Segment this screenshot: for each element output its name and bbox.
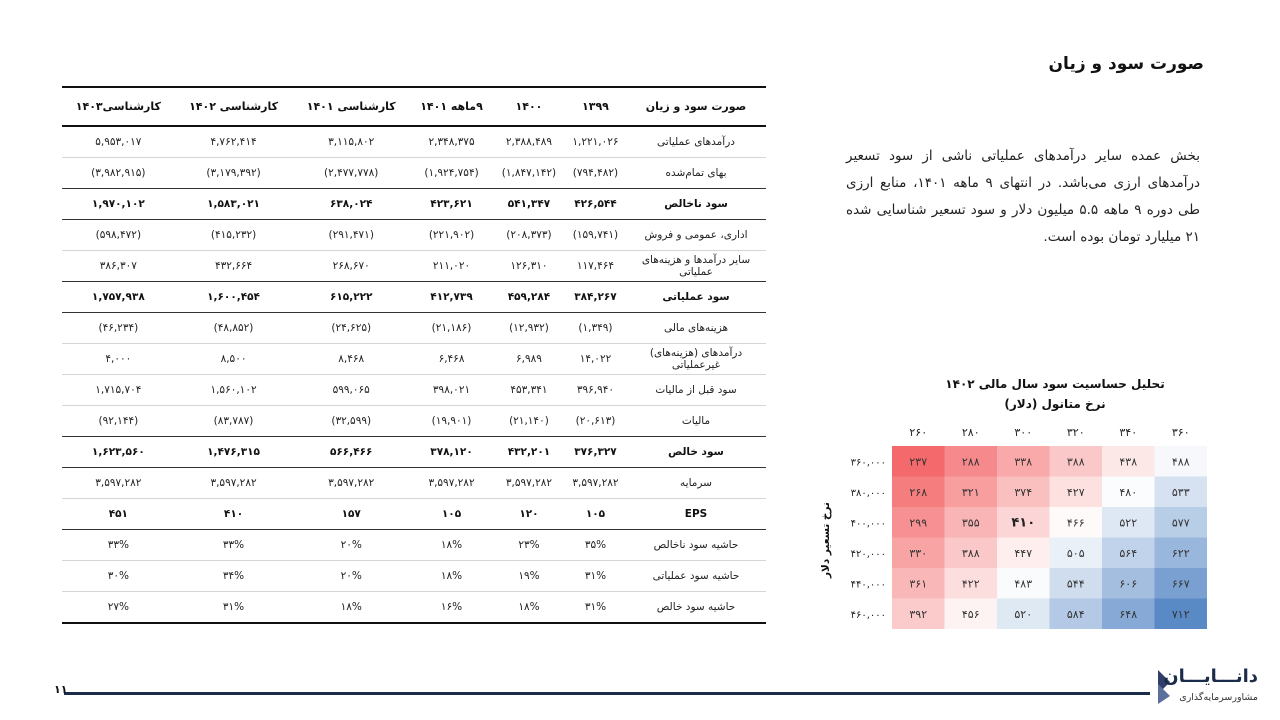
table-cell: (۲۰,۶۱۳): [565, 406, 626, 437]
table-cell: ۱,۷۵۷,۹۳۸: [62, 282, 175, 313]
heatmap-cell-label: ۴۸۳: [1014, 577, 1033, 591]
row-label: اداری، عمومی و فروش: [626, 220, 766, 251]
table-row: [62, 344, 766, 375]
row-label: سود ناخالص: [626, 189, 766, 220]
table-cell: (۹۲,۱۴۴): [62, 406, 175, 437]
page-number: ۱۱: [54, 683, 68, 696]
heatmap-cell-label: ۳۳۰: [909, 546, 928, 560]
heatmap-cell-label: ۴۴۷: [1014, 546, 1033, 560]
table-row: [62, 592, 766, 624]
heatmap-cell-label: ۵۳۳: [1171, 485, 1190, 499]
table-cell: ۳۸۶,۳۰۷: [62, 251, 175, 282]
heatmap-cell-label: ۴۲۷: [1066, 485, 1085, 499]
heatmap-y-tick: ۴۴۰,۰۰۰: [850, 579, 886, 591]
row-label: حاشیه سود ناخالص: [626, 530, 766, 561]
table-cell: ۱۸%: [410, 530, 493, 561]
logo-tagline: مشاورسرمایه‌گذاری: [1179, 692, 1258, 703]
table-cell: ۵۹۹,۰۶۵: [292, 375, 410, 406]
table-cell: ۳,۵۹۷,۲۸۲: [292, 468, 410, 499]
table-row: [62, 158, 766, 189]
table-cell: ۲۰%: [292, 561, 410, 592]
sensitivity-heatmap: [840, 416, 1220, 642]
table-cell: ۱۵۷: [292, 499, 410, 530]
table-cell: ۱,۷۱۵,۷۰۴: [62, 375, 175, 406]
table-cell: (۳,۱۷۹,۳۹۲): [175, 158, 293, 189]
heatmap-cell-label: ۳۹۲: [909, 607, 928, 621]
column-header: کارشناسی۱۴۰۳: [62, 87, 175, 126]
heatmap-xlabel: نرخ متانول (دلار): [1004, 397, 1106, 411]
table-cell: ۱۴,۰۲۲: [565, 344, 626, 375]
table-cell: (۲۲۱,۹۰۲): [410, 220, 493, 251]
table-cell: (۱,۹۲۴,۷۵۴): [410, 158, 493, 189]
table-cell: ۱,۶۰۰,۴۵۴: [175, 282, 293, 313]
table-row: [62, 220, 766, 251]
heatmap-cell-label: ۵۸۴: [1066, 607, 1085, 621]
heatmap-cell-label: ۶۲۲: [1171, 546, 1190, 560]
table-cell: (۴۶,۲۳۴): [62, 313, 175, 344]
table-cell: (۲۹۱,۴۷۱): [292, 220, 410, 251]
table-cell: ۱۶%: [440, 601, 463, 613]
row-label: سرمایه: [626, 468, 766, 499]
table-cell: (۲۱,۱۴۰): [493, 406, 565, 437]
heatmap-x-tick: ۳۴۰: [1119, 426, 1138, 439]
heatmap-cell-label: ۳۸۸: [961, 546, 980, 560]
table-cell: ۵۴۱,۳۴۷: [493, 189, 565, 220]
row-label: بهای تمام‌شده: [626, 158, 766, 189]
table-cell: ۲۰%: [292, 530, 410, 561]
table-row: [62, 437, 766, 468]
table-cell: ۳۹۶,۹۴۰: [565, 375, 626, 406]
table-row: [62, 499, 766, 530]
table-cell: ۳۷۸,۱۲۰: [410, 437, 493, 468]
table-cell: ۲۱۱,۰۲۰: [410, 251, 493, 282]
heatmap-cell-label: ۲۶۸: [909, 485, 928, 499]
table-cell: ۱۸%: [410, 561, 493, 592]
income-statement-table: [62, 86, 766, 624]
row-label: هزینه‌های مالی: [626, 313, 766, 344]
table-cell: ۳,۵۹۷,۲۸۲: [565, 468, 626, 499]
table-cell: ۲,۳۴۸,۳۷۵: [410, 126, 493, 158]
table-row: [62, 468, 766, 499]
table-cell: ۱۰۵: [565, 499, 626, 530]
table-cell: ۱,۹۷۰,۱۰۲: [62, 189, 175, 220]
table-cell: ۸,۴۶۸: [292, 344, 410, 375]
table-cell: ۵۶۶,۴۶۶: [292, 437, 410, 468]
heatmap-cell-label: ۴۱۰: [1011, 515, 1036, 531]
table-cell: ۱,۶۲۳,۵۶۰: [62, 437, 175, 468]
table-row: [62, 189, 766, 220]
table-cell: ۱۲۶,۳۱۰: [493, 251, 565, 282]
heatmap-cell-label: ۴۸۸: [1171, 455, 1190, 469]
table-cell: ۸,۵۰۰: [175, 344, 293, 375]
row-label: سود عملیاتی: [626, 282, 766, 313]
column-header: کارشناسی ۱۴۰۱: [292, 87, 410, 126]
row-label: سود خالص: [626, 437, 766, 468]
table-cell: ۳۵%: [565, 530, 626, 561]
row-label: EPS: [626, 499, 766, 530]
table-body: [62, 126, 766, 623]
column-header: صورت سود و زیان: [626, 87, 766, 126]
table-cell: ۶,۹۸۹: [493, 344, 565, 375]
heatmap-x-tick: ۲۶۰: [909, 426, 928, 439]
heatmap-cell-label: ۵۴۴: [1066, 577, 1085, 591]
table-cell: (۱,۳۴۹): [565, 313, 626, 344]
table-cell: ۳۹۸,۰۲۱: [410, 375, 493, 406]
heatmap-x-tick: ۳۲۰: [1066, 426, 1085, 439]
table-cell: ۴۱۲,۷۳۹: [410, 282, 493, 313]
table-cell: ۳,۱۱۵,۸۰۲: [292, 126, 410, 158]
table-cell: ۱۸%: [518, 601, 540, 613]
heatmap-cell-label: ۳۷۴: [1014, 485, 1033, 499]
table-cell: (۵۹۸,۴۷۲): [62, 220, 175, 251]
table-cell: ۴۵۱: [62, 499, 175, 530]
heatmap-y-tick: ۳۸۰,۰۰۰: [850, 487, 886, 499]
logo-name: دانـــایـــان: [1163, 666, 1258, 687]
table-cell: (۲,۴۷۷,۷۷۸): [292, 158, 410, 189]
heatmap-cell-label: ۴۸۰: [1119, 485, 1138, 499]
table-cell: ۱,۵۸۳,۰۲۱: [175, 189, 293, 220]
table-row: [62, 375, 766, 406]
table-cell: ۴۳۲,۶۶۴: [175, 251, 293, 282]
table-cell: ۱۱۷,۴۶۴: [565, 251, 626, 282]
table-cell: ۴۵۳,۳۴۱: [493, 375, 565, 406]
table-cell: ۲۳%: [493, 530, 565, 561]
table-cell: ۶۱۵,۲۲۲: [292, 282, 410, 313]
heatmap-cell-label: ۳۵۵: [961, 516, 980, 530]
column-header: ۹ماهه ۱۴۰۱: [410, 87, 493, 126]
table-cell: ۱,۲۲۱,۰۲۶: [565, 126, 626, 158]
table-cell: ۱۸%: [340, 601, 362, 613]
heatmap-cell-label: ۲۹۹: [909, 516, 928, 530]
table-row: [62, 126, 766, 158]
heatmap-y-tick: ۴۰۰,۰۰۰: [850, 518, 886, 530]
heatmap-cell-label: ۶۶۷: [1171, 577, 1190, 591]
heatmap-y-tick: ۴۲۰,۰۰۰: [850, 548, 886, 560]
table-cell: ۳۰%: [62, 561, 175, 592]
table-cell: ۳۸۴,۲۶۷: [565, 282, 626, 313]
heatmap-y-tick: ۳۶۰,۰۰۰: [850, 457, 886, 469]
column-header: کارشناسی ۱۴۰۲: [175, 87, 293, 126]
table-row: [62, 406, 766, 437]
row-label: سود قبل از مالیات: [626, 375, 766, 406]
heatmap-cell-label: ۵۲۲: [1119, 516, 1138, 530]
heatmap-cell-label: ۴۵۶: [961, 607, 980, 621]
table-cell: ۳,۵۹۷,۲۸۲: [410, 468, 493, 499]
table-cell: (۳,۹۸۲,۹۱۵): [62, 158, 175, 189]
table-cell: (۷۹۴,۴۸۲): [565, 158, 626, 189]
table-cell: ۴,۰۰۰: [62, 344, 175, 375]
table-cell: ۱۹%: [493, 561, 565, 592]
heatmap-cell-label: ۳۲۱: [961, 485, 980, 499]
heatmap-title-line1: تحلیل حساسیت سود سال مالی ۱۴۰۲: [945, 377, 1165, 391]
table-cell: ۴۲۳,۶۲۱: [410, 189, 493, 220]
heatmap-x-tick: ۳۰۰: [1014, 426, 1033, 439]
table-cell: (۸۳,۷۸۷): [175, 406, 293, 437]
heatmap-x-tick: ۳۶۰: [1171, 426, 1190, 439]
table-cell: (۱۲,۹۳۲): [493, 313, 565, 344]
heatmap-y-tick: ۴۶۰,۰۰۰: [850, 609, 886, 621]
table-cell: ۳,۵۹۷,۲۸۲: [175, 468, 293, 499]
table-row: [62, 313, 766, 344]
table-cell: (۲۰۸,۳۷۳): [493, 220, 565, 251]
table-cell: ۳,۵۹۷,۲۸۲: [62, 468, 175, 499]
heatmap-cell-label: ۶۴۸: [1119, 607, 1138, 621]
row-label: درآمدهای (هزینه‌های) غیرعملیاتی: [626, 344, 766, 375]
table-cell: ۶۳۸,۰۲۴: [292, 189, 410, 220]
table-row: [62, 282, 766, 313]
table-cell: (۲۱,۱۸۶): [410, 313, 493, 344]
table-cell: ۴,۷۶۲,۴۱۴: [175, 126, 293, 158]
heatmap-cell-label: ۴۲۲: [961, 577, 980, 591]
table-cell: (۴۱۵,۲۳۲): [175, 220, 293, 251]
table-cell: ۴۱۰: [175, 499, 293, 530]
heatmap-cell-label: ۵۲۰: [1014, 607, 1033, 621]
row-label: مالیات: [626, 406, 766, 437]
row-label: حاشیه سود عملیاتی: [626, 561, 766, 592]
table-row: [62, 251, 766, 282]
footer-line: [64, 692, 1150, 695]
heatmap-ylabel: نرخ تسعیر دلار: [820, 502, 832, 578]
analysis-paragraph: بخش عمده سایر درآمدهای عملیاتی ناشی از سود تسعیر درآمدهای ارزی می‌باشد. در انتهای ۹ ماهه ۱۴۰۱، منابع ارزی طی دوره ۹ ماهه ۵.۵ میلیون دلار و سود تسعیر شناسایی شده ۲۱ میلیارد تومان بوده است.: [846, 148, 1201, 245]
table-cell: (۴۸,۸۵۲): [175, 313, 293, 344]
heatmap-title: [900, 374, 1210, 414]
heatmap-cell-label: ۵۰۵: [1066, 546, 1085, 560]
table-cell: ۳۱%: [222, 601, 245, 613]
row-label: سایر درآمدها و هزینه‌های عملیاتی: [626, 251, 766, 282]
table-cell: ۴۳۲,۲۰۱: [493, 437, 565, 468]
table-cell: ۲,۳۸۸,۴۸۹: [493, 126, 565, 158]
table-cell: ۳۳%: [175, 530, 293, 561]
heatmap-cell-label: ۵۶۴: [1119, 546, 1138, 560]
table-header-row: [62, 87, 766, 126]
row-label: درآمدهای عملیاتی: [626, 126, 766, 158]
table-cell: ۱۲۰: [493, 499, 565, 530]
row-label: حاشیه سود خالص: [656, 601, 736, 613]
table-cell: ۶,۴۶۸: [410, 344, 493, 375]
heatmap-cell-label: ۲۸۸: [961, 455, 980, 469]
heatmap-cell-label: ۳۸۸: [1066, 455, 1085, 469]
table-cell: ۴۵۹,۲۸۴: [493, 282, 565, 313]
table-cell: ۴۲۶,۵۴۴: [565, 189, 626, 220]
table-cell: (۳۲,۵۹۹): [292, 406, 410, 437]
table-row: [62, 530, 766, 561]
table-cell: ۱۰۵: [410, 499, 493, 530]
table-cell: ۳۷۶,۳۲۷: [565, 437, 626, 468]
table-cell: (۱,۸۴۷,۱۴۲): [493, 158, 565, 189]
heatmap-cell-label: ۳۶۱: [909, 577, 928, 591]
column-header: ۱۴۰۰: [493, 87, 565, 126]
heatmap-cell-label: ۴۳۸: [1119, 455, 1138, 469]
page-title: صورت سود و زیان: [1048, 54, 1204, 74]
table-cell: ۳,۵۹۷,۲۸۲: [493, 468, 565, 499]
heatmap-cell-label: ۴۶۶: [1066, 516, 1085, 530]
heatmap-cell-label: ۶۰۶: [1119, 577, 1138, 591]
heatmap-x-tick: ۲۸۰: [961, 426, 980, 439]
table-cell: (۲۴,۶۲۵): [292, 313, 410, 344]
company-logo: [1158, 666, 1268, 712]
table-cell: ۳۳%: [62, 530, 175, 561]
table-cell: ۲۷%: [107, 601, 129, 613]
table-cell: ۵,۹۵۳,۰۱۷: [62, 126, 175, 158]
column-header: ۱۳۹۹: [565, 87, 626, 126]
heatmap-cell-label: ۲۳۷: [909, 455, 928, 469]
table-row: [62, 561, 766, 592]
table-cell: ۱,۴۷۶,۳۱۵: [175, 437, 293, 468]
table-cell: (۱۵۹,۷۴۱): [565, 220, 626, 251]
heatmap-cell-label: ۷۱۲: [1171, 607, 1190, 621]
table-cell: ۳۴%: [175, 561, 293, 592]
table-cell: (۱۹,۹۰۱): [410, 406, 493, 437]
table-cell: ۳۱%: [584, 601, 607, 613]
heatmap-cell-label: ۳۳۸: [1014, 455, 1033, 469]
table-cell: ۳۱%: [565, 561, 626, 592]
heatmap-cell-label: ۵۷۷: [1171, 516, 1190, 530]
table-cell: ۲۶۸,۶۷۰: [292, 251, 410, 282]
table-cell: ۱,۵۶۰,۱۰۲: [175, 375, 293, 406]
